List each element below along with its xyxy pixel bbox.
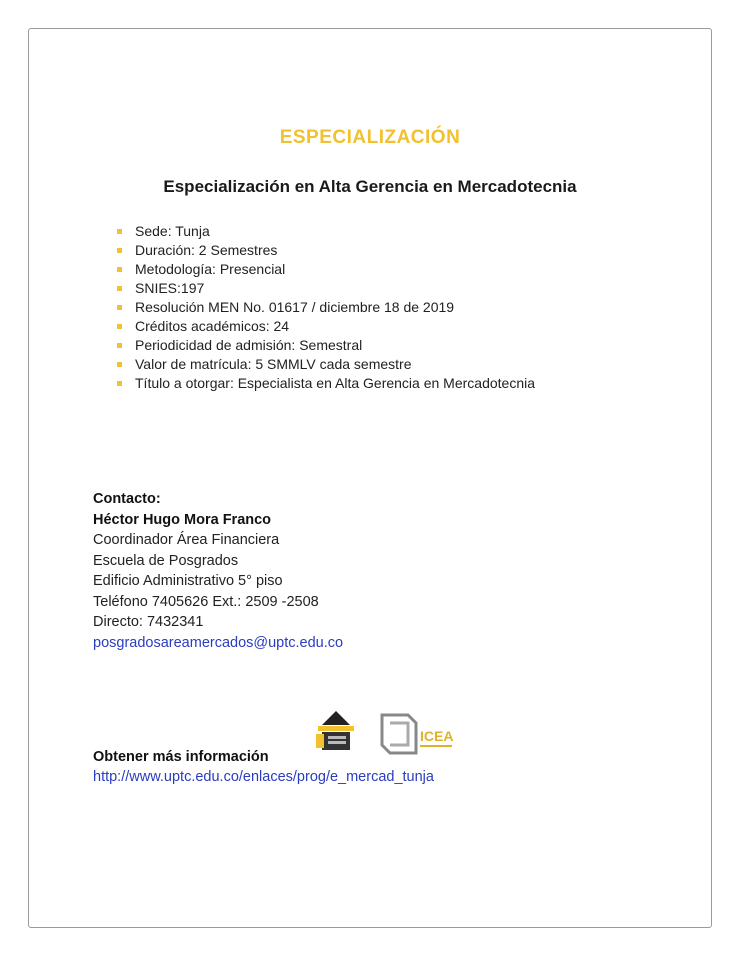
program-title: Especialización en Alta Gerencia en Mercadotecnia: [163, 177, 577, 196]
list-item: Valor de matrícula: 5 SMMLV cada semestre: [117, 355, 659, 374]
list-item: Sede: Tunja: [117, 222, 659, 241]
list-item: Créditos académicos: 24: [117, 317, 659, 336]
contact-school: Escuela de Posgrados: [93, 552, 239, 569]
bullet-icon: [117, 324, 122, 329]
contact-phone: Teléfono 7405626 Ext.: 2509 -2508: [93, 593, 319, 610]
icea-logo-text: ICEA: [420, 728, 454, 744]
bullet-icon: [117, 248, 122, 253]
more-info-label: Obtener más información: [93, 749, 269, 765]
bullet-icon: [117, 381, 122, 386]
list-item: Metodología: Presencial: [117, 260, 659, 279]
contact-email-link[interactable]: posgradosareamercados@uptc.edu.co: [93, 634, 344, 651]
program-details-list: [117, 222, 659, 393]
list-item: Resolución MEN No. 01617 / diciembre 18 de 2019: [117, 298, 659, 317]
contact-direct: Directo: 7432341: [93, 614, 204, 630]
bullet-icon: [117, 362, 122, 367]
list-item: SNIES:197: [117, 279, 659, 298]
list-item: Duración: 2 Semestres: [117, 241, 659, 260]
faculty-logo-icon: [316, 711, 354, 750]
document-page: [28, 28, 712, 928]
bullet-icon: [117, 286, 122, 291]
contact-role: Coordinador Área Financiera: [93, 532, 280, 548]
bullet-icon: [117, 267, 122, 272]
list-item: Título a otorgar: Especialista en Alta Gerencia en Mercadotecnia: [117, 374, 659, 393]
contact-building: Edificio Administrativo 5° piso: [93, 573, 283, 589]
bullet-icon: [117, 305, 122, 310]
contact-block: [93, 489, 343, 653]
contact-label: Contacto:: [93, 491, 161, 507]
bullet-icon: [117, 229, 122, 234]
bullet-icon: [117, 343, 122, 348]
more-info-block: [93, 747, 434, 787]
list-item: Periodicidad de admisión: Semestral: [117, 336, 659, 355]
section-heading: ESPECIALIZACIÓN: [279, 127, 461, 148]
contact-name: Héctor Hugo Mora Franco: [93, 511, 272, 528]
more-info-link[interactable]: http://www.uptc.edu.co/enlaces/prog/e_mercad_tunja: [93, 769, 434, 785]
